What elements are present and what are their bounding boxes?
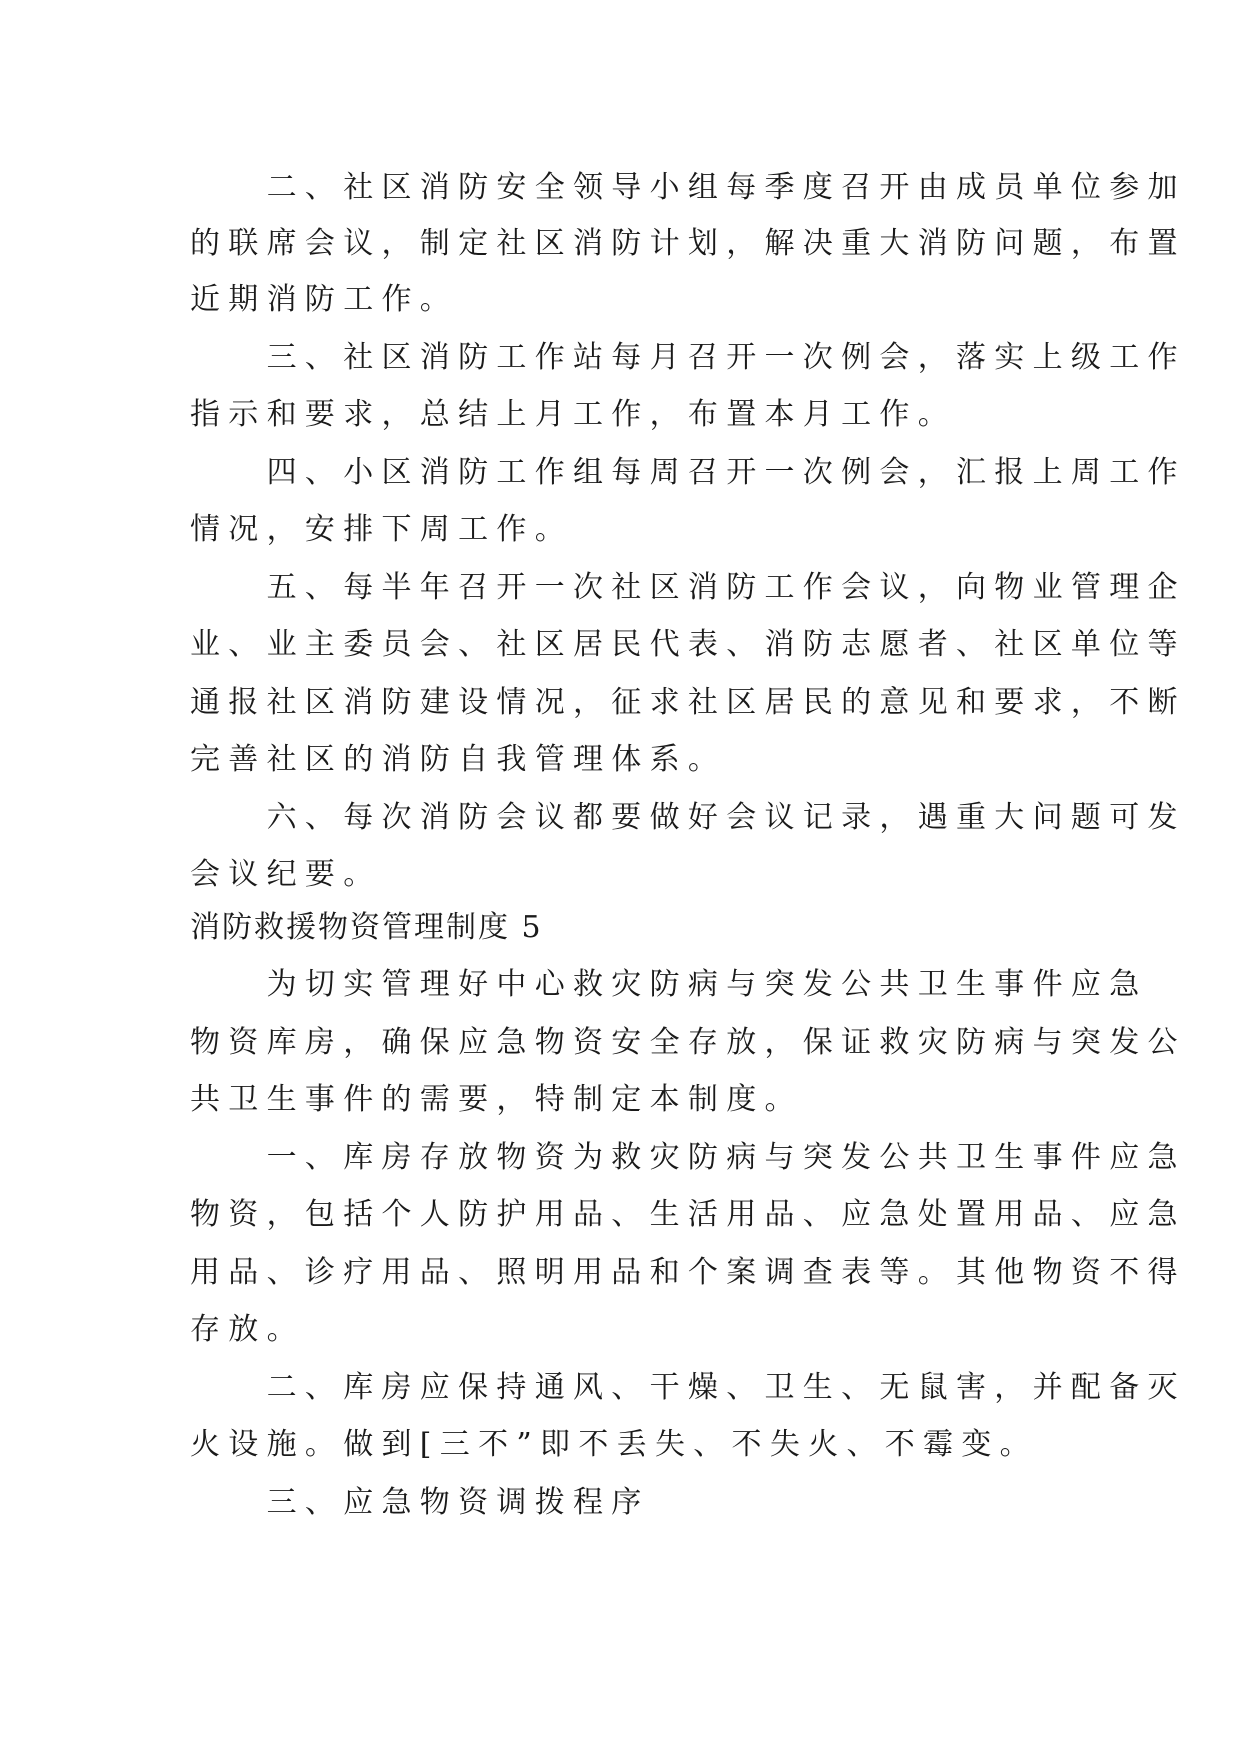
text-line-20: 用品、诊疗用品、照明用品和个案调查表等。其他物资不得 xyxy=(190,1255,1186,1290)
text-line-10: 通报社区消防建设情况，征求社区居民的意见和要求，不断 xyxy=(190,685,1186,720)
text-line-15: 为切实管理好中心救灾防病与突发公共卫生事件应急 xyxy=(190,967,1148,1002)
text-line-5: 指示和要求，总结上月工作，布置本月工作。 xyxy=(190,397,956,432)
text-line-23: 火设施。做到[三不”即不丢失、不失火、不霉变。 xyxy=(190,1427,1038,1462)
text-line-8: 五、每半年召开一次社区消防工作会议，向物业管理企 xyxy=(190,570,1186,605)
text-line-3: 近期消防工作。 xyxy=(190,282,459,317)
section-heading: 消防救援物资管理制度 5 xyxy=(190,910,543,945)
text-line-24: 三、应急物资调拨程序 xyxy=(190,1485,650,1520)
text-line-19: 物资，包括个人防护用品、生活用品、应急处置用品、应急 xyxy=(190,1197,1186,1232)
text-line-6: 四、小区消防工作组每周召开一次例会，汇报上周工作 xyxy=(190,455,1186,490)
text-line-17: 共卫生事件的需要，特制定本制度。 xyxy=(190,1082,803,1117)
text-line-22: 二、库房应保持通风、干燥、卫生、无鼠害，并配备灭 xyxy=(190,1370,1186,1405)
text-line-13: 会议纪要。 xyxy=(190,857,382,892)
text-line-12: 六、每次消防会议都要做好会议记录，遇重大问题可发 xyxy=(190,800,1186,835)
text-line-11: 完善社区的消防自我管理体系。 xyxy=(190,742,727,777)
text-line-9: 业、业主委员会、社区居民代表、消防志愿者、社区单位等 xyxy=(190,627,1186,662)
text-line-16: 物资库房，确保应急物资安全存放，保证救灾防病与突发公 xyxy=(190,1025,1186,1060)
text-line-18: 一、库房存放物资为救灾防病与突发公共卫生事件应急 xyxy=(190,1140,1186,1175)
text-line-2: 的联席会议，制定社区消防计划，解决重大消防问题，布置 xyxy=(190,226,1186,261)
text-line-21: 存放。 xyxy=(190,1312,305,1347)
text-line-1: 二、社区消防安全领导小组每季度召开由成员单位参加 xyxy=(190,170,1186,205)
text-line-7: 情况，安排下周工作。 xyxy=(190,512,573,547)
text-line-4: 三、社区消防工作站每月召开一次例会，落实上级工作 xyxy=(190,340,1186,375)
